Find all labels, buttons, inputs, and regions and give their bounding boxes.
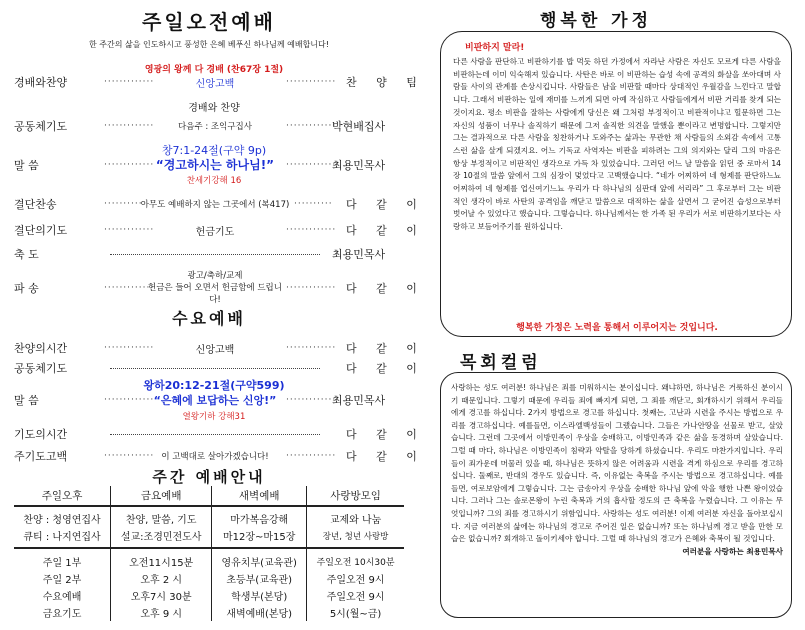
row-label: 말 씀 [14,394,39,407]
table-cell: 주일오전 9시 [307,570,404,587]
row-label: 기도의시간 [14,428,68,441]
sendoff-items: 광고/축하/교제 [187,271,243,281]
service-row [14,246,404,262]
family-tag: 비판하지 말라! [465,43,525,53]
table-cell: 오후 2 시 [111,570,212,587]
table-cell: 주일 1부 [42,558,82,569]
table-cell: 수요예배 [42,592,82,603]
row-label: 파 송 [14,282,39,295]
table-cell: 5시(월~금) [307,604,404,621]
table-cell: 주일 2부 [42,575,82,586]
row-mid: 아무도 예배하지 않는 그곳에서 (복417) [140,200,290,210]
row-who: 다 같 이 [346,362,425,375]
row-label: 공동체기도 [14,120,68,133]
table-header: 주일오후 [14,486,111,506]
row-label: 결단의기도 [14,224,68,237]
row-mid [144,270,286,306]
service-row: 공동체기도 ············· 다음주 : 조익구집사 ············· 박현배집사 [14,118,404,134]
offering-note: 헌금은 들어 오면서 헌금함에 드립니다! [148,283,282,305]
column-title: 목회컬럼 [460,353,542,373]
table-cell: 장년, 청년 사랑방 [307,527,404,548]
table-cell: 오후7시 30분 [111,587,212,604]
morning-title: 주일오전예배 [142,10,276,34]
left-page [14,6,425,624]
weekly-schedule-table [14,486,404,621]
table-cell: 찬양, 말씀, 기도 [111,506,212,527]
table-cell: 초등부(교육관) [212,570,307,587]
weekly-title: 주간 예배안내 [152,468,266,486]
hymn: 찬세기강해 16 [186,176,242,186]
table-cell: 설교:조경민전도사 [111,527,212,548]
row-label: 결단찬송 [14,198,57,211]
row-who: 다 같 이 [346,198,425,211]
service-row: 결단의기도 ············· 헌금기도 ············· 다 같 이 [14,224,425,238]
table-cell: 영유치부(교육관) [212,548,307,570]
row-who: 다 같 이 [346,224,425,237]
column-text [451,382,783,558]
column-signature: 여러분을 사랑하는 최용민목사 [682,546,783,556]
row-mid: 신앙고백 [195,344,235,356]
row-label: 찬양의시간 [14,342,68,355]
hymn: 열왕기하 강해31 [182,412,246,422]
table-header: 새벽예배 [212,486,307,506]
service-row: 말 씀 ············· “경고하시는 하나님!” ············· 최용민목사 [14,156,404,173]
family-text: 다른 사람을 판단하고 비판하기를 밥 먹듯 하던 가정에서 자라난 사람은 자신도 모르게 다른 사람을 비판하는데 이미 익숙해져 있습니다. 사탄은 바로 이 비판하는 습성 속에 공격의 화살을 쏘아대며 사람들 사이의 관계를 손상시킵니다. 사람들은 남을 비판할 때마다 상대적인 우월감을 느낀다고 말합니다. 그래서 비판하는 일에 재미를 느끼게 되면 아예 작심하고 사람들에게서 비판 거리를 찾게 되는 것이지요. 평소 비판을 잘하는 사람에게 당신은 왜 그처럼 부정적이고 비판적이냐고 힐문하면 그는 자신의 성품이 너무나 솔직하기 때문에 그저 솔직한 의견을 말했을 뿐이라고 변명합니다. 그렇지만 그는 결과적으로 다른 사람을 칭찬하거나 도와주는 삶과는 무관한 채 사람들의 소외감 속에서 고통스런 삶을 살게 되겠지요. 어느 기독교 사역자는 비판을 피하려는 그의 의지와는 달리 그의 마음은 항상 부정적이고 비판적인 생각으로 가득 차 있었습니다. 그러던 어느 날 말씀을 읽던 중 로마서 14장 10절의 말씀 앞에서 그의 심장이 멎었다고 고백했습니다. “네가 어찌하여 네 형제를 판단하느뇨 어찌하여 네 형제를 업신여기느뇨 우리가 다 하나님의 심판대 앞에 서리라” 그 후로부터 그는 비판적인 생각이 바로 사탄의 공격임을 깨닫고 말씀으로 대적하는 삶을 살면서 그 굳어진 습성으로부터 벗어날 수 있었다고 했습니다. 그렇습니다. 하나님께서는 한 가족 된 우리가 서로 비판하기보다는 사랑하고 보듬어주기를 원하십니다. [453,57,781,232]
row-who: 최용민목사 [332,394,386,407]
row-mid: 다음주 : 조익구집사 [178,122,252,132]
table-cell: 큐티 : 나지연집사 [14,527,111,548]
service-row [14,360,425,376]
row-label: 공동체기도 [14,362,68,375]
table-cell: 마가복음강해 [212,506,307,527]
service-row: 말 씀 ············· “은혜에 보답하는 신앙!” ············· 최용민목사 [14,392,404,408]
column-body: 사랑하는 성도 여러분! 하나님은 죄를 미워하시는 분이십니다. 왜냐하면, 하나님은 거룩하신 분이시기 때문입니다. 그렇기 때문에 우리들 죄에 빠지게 되면, 그 죄를 깨닫고, 회개하시기 위해서 우리들에게 경고를 하십니다. 2가지 방법으로 경고를 하십니다. 첫째는, 고난과 시련을 주시는 방법으로 우리를 경고하십니다. 예를들면, 이스라엘백성들이 그랬습니다. 그들은 가나안땅을 선물로 받고, 살았습니다. 그런데 그곳에서 이방민족이 우상을 숭배하고, 이방민족과 같은 삶을 동경하며 살았습니다. 그럴 때 마다, 하나님은 이방민족이 침략과 약탈을 당하게 하셨습니다. 우리도 마찬가지입니다. 우리들이 죄가운데 머물러 있을 때, 하나님은 뜻하지 않은 어려움과 시련을 격게 하심으로 우리를 경고하십니다. 둘째로, 반대의 경우도 있습니다. 즉, 이유없는 축복을 주시는 방법으로 경고하십니다. 예를들면, 여로보암에게 그렇습니다. 그는 금송아지 우상을 숭배한 하나님 앞에 악을 행한 나쁜 왕이었습니다. 그러나 그는 솔로몬왕이 누린 축복과 거의 흡사할 정도의 큰 축복을 누렸습니다. 그 이유는 무엇입니까? 그의 죄를 경고하시기 위함입니다. 사랑하는 성도 여러분! 이제 여러분 자신을 돌아보십시다. 지금 여러분의 삶에는 하나님의 경고로 주어진 일은 없습니까? 또는 하나님께 경고 받을 만한 모습은 없습니까? 회개하고 돌이키세야 합니다. 그럴 때 하나님의 경고가 은혜와 축복이 될 것입니다. [451,383,783,544]
family-footer: 행복한 가정은 노력을 통해서 이루어지는 것입니다. [516,323,718,333]
sermon-title: “경고하시는 하나님!” [155,158,275,172]
service-row: 주기도고백 ············· 이 고백대로 살아가겠습니다! ············· 다 같 이 [14,450,425,463]
row-who: 다 같 이 [346,450,425,463]
row-who: 박현배집사 [332,120,386,133]
table-header: 금요예배 [111,486,212,506]
row-label: 주기도고백 [14,450,68,463]
table-header: 사랑방모임 [307,486,404,506]
table-cell: 마12장~마15장 [212,527,307,548]
row-who: 다 같 이 [346,282,425,295]
row-who: 최용민목사 [332,248,386,261]
service-row: 결단찬송 ·········· 아무도 예배하지 않는 그곳에서 (복417) ·········· 다 같 이 [14,198,425,211]
service-row: 찬양의시간 ············· 신앙고백 ············· 다 같 이 [14,342,425,356]
family-box [440,31,792,337]
table-cell: 찬양 : 청영연집사 [23,515,101,526]
table-cell: 오후 9 시 [111,604,212,621]
table-cell: 새벽예배(본당) [212,604,307,621]
row-label: 축 도 [14,248,39,261]
service-row: 경배와찬양 ············· 신앙고백 ············· 찬 양 팀 [14,76,425,90]
scripture: 창7:1-24절(구약 9p) [161,144,267,157]
table-cell: 금요기도 [42,609,82,620]
table-cell: 오전11시15분 [111,548,212,570]
column-box [440,372,792,618]
table-cell: 주일오전 9시 [307,587,404,604]
row-who: 다 같 이 [346,342,425,355]
sermon-title: “은혜에 보답하는 신앙!” [153,394,277,407]
row-mid: 신앙고백 [195,78,235,90]
morning-subtitle: 한 주간의 삶을 인도하시고 풍성한 은혜 베푸신 하나님께 예배합니다! [89,40,329,49]
row-mid: 이 고백대로 살아가겠습니다! [161,452,269,462]
service-row [14,426,425,442]
table-cell: 주일오전 10시30분 [307,548,404,570]
row-mid: 헌금기도 [195,226,235,238]
family-title: 행복한 가정 [540,11,653,31]
service-row: 파 송 ············· 광고/축하/교제 헌금은 들어 오면서 헌금함에 드립니다! ············· 다 같 이 [14,271,425,305]
row-mid: 경배와 찬양 [188,103,240,114]
table-cell: 교제와 나눔 [307,506,404,527]
row-who: 다 같 이 [346,428,425,441]
wednesday-title: 수요예배 [172,309,246,328]
row-who: 찬 양 팀 [346,76,425,89]
motto: 영광의 왕께 다 경배 (찬67장 1절) [144,65,284,75]
row-label: 말 씀 [14,158,39,172]
row-label: 경배와찬양 [14,76,68,89]
scripture: 왕하20:12-21절(구약599) [143,379,285,392]
right-page [430,6,798,624]
table-cell: 학생부(본당) [212,587,307,604]
row-who: 최용민목사 [332,158,386,172]
